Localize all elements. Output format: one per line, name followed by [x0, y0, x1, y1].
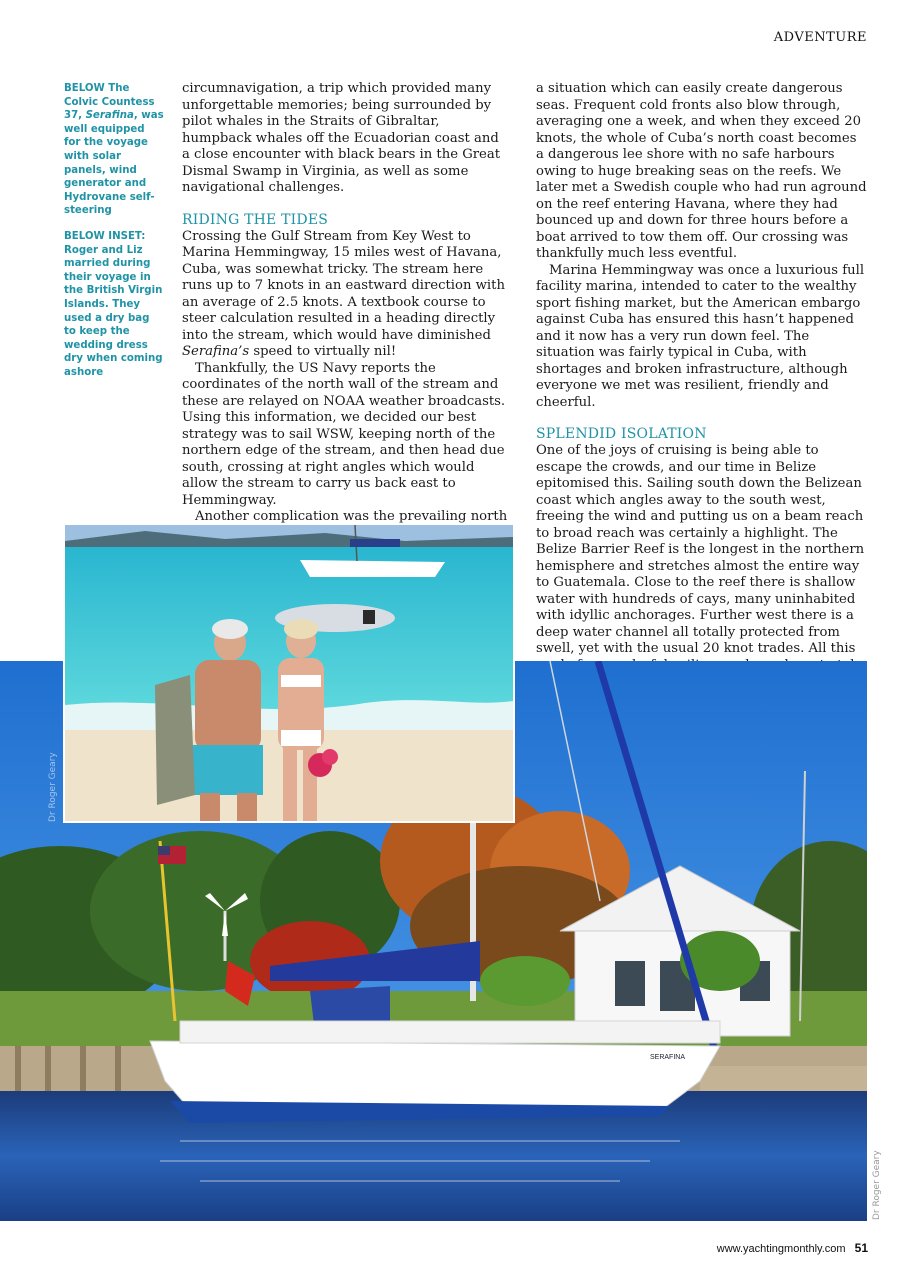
- paragraph: Marina Hemmingway was once a luxurious full facility marina, intended to cater to the wealthy sport fishing market, but the American embargo against Cuba has ensured this hasn’t happened and it now has a very run down feel. The situation was fairly typical in Cuba, with shortages and broken infrastructure, although everyone we met was resilient, friendly and cheerful.: [536, 262, 865, 410]
- page-number: 51: [854, 1241, 868, 1255]
- photo-captions: [64, 82, 164, 391]
- paragraph: Thankfully, the US Navy reports the coordinates of the north wall of the stream and these are relayed on NOAA weather broadcasts. Using this information, we decided our best strategy was to sail WSW, keeping north of the northern edge of the stream, and then head due south, crossing at right angles which would allow the stream to carry us back east to Hemmingway.: [182, 360, 506, 508]
- caption-below: BELOW The Colvic Countess 37, Serafina, was well equipped for the voyage with solar panels, wind generator and Hydrovane self-steering: [64, 83, 164, 217]
- photo-credit-inset: Dr Roger Geary: [48, 752, 58, 822]
- page-footer: [717, 1241, 868, 1255]
- inset-photo-wedding-couple: [63, 523, 515, 823]
- section-heading-splendid-isolation: SPLENDID ISOLATION: [536, 426, 707, 442]
- paragraph: Another complication was the prevailing north: [195, 509, 508, 524]
- article-column-1: [182, 81, 510, 559]
- section-heading-riding-the-tides: RIDING THE TIDES: [182, 211, 329, 228]
- paragraph: Crossing the Gulf Stream from Key West to Marina Hemmingway, 15 miles west of Havana, Cuba, was somewhat tricky. The stream here runs up to 7 knots in an eastward direction with an average of 2.5 knots. A textbook course to steer calculation resulted in a heading directly into the stream, which would have diminished Serafina’s speed to virtually nil!: [182, 228, 505, 359]
- article-column-2: [536, 81, 868, 691]
- boat-name-text: SERAFINA: [650, 1054, 686, 1061]
- website-url: www.yachtingmonthly.com: [716, 1243, 846, 1255]
- paragraph: One of the joys of cruising is being able to escape the crowds, and our time in Belize epitomised this. Sailing south down the Belizean coast which angles away to the south west, freeing the wind and putting us on a beam reach to broad reach was certainly a highlight. The Belize Barrier Reef is the longest in the northern hemisphere and stretches almost the entire way to Guatemala. Close to the reef there is shallow water with hundreds of cays, many uninhabited with idyllic anchorages. Further west there is a deep water channel all totally protected from swell, yet with the usual 20 knot trades. All this: [536, 443, 865, 656]
- paragraph: circumnavigation, a trip which provided many unforgettable memories; being surrounded by pilot whales in the Straits of Gibraltar, humpback whales off the Ecuadorian coast and a close encounter with black bears in the Great Dismal Swamp in Virginia, as well as some navigational challenges.: [182, 81, 501, 195]
- caption-below-inset: BELOW INSET: Roger and Liz married during their voyage in the British Virgin Islands. They used a dry bag to keep the wedding dress dry when coming ashore: [64, 230, 163, 378]
- section-label: ADVENTURE: [773, 30, 867, 45]
- photo-credit-main: Dr Roger Geary: [872, 1150, 882, 1220]
- paragraph: a situation which can easily create dangerous seas. Frequent cold fronts also blow through, averaging one a week, and when they exceed 20 knots, the whole of Cuba’s north coast becomes a dangerous lee shore with no safe harbours owing to huge breaking seas on the reefs. We later met a Swedish couple who had run aground on the reef entering Havana, where they had bounced up and down for three hours before a boat arrived to tow them off. Our crossing was thankfully much less eventful.: [536, 81, 867, 261]
